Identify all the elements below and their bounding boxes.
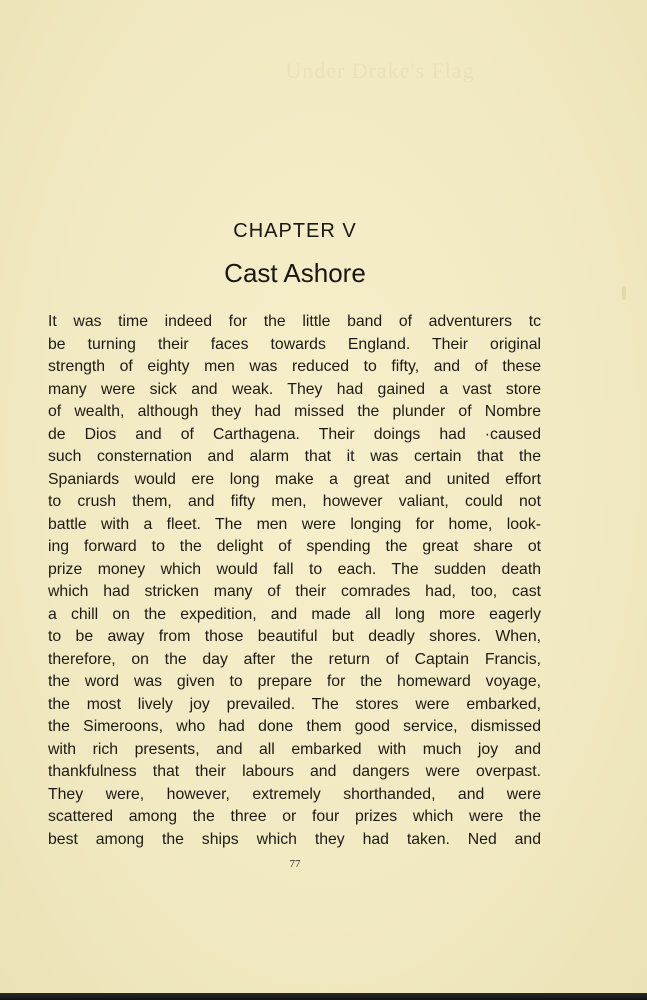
text-line: They were, however, extremely shorthanded, and were [48, 785, 541, 803]
text-line: to be away from those beautiful but deadly shores. When, [48, 628, 541, 645]
text-line: with rich presents, and all embarked with much joy and [48, 740, 541, 758]
text-line: scattered among the three or four prizes which were the [48, 808, 541, 825]
text-line: It was time indeed for the little band of adventurers tc [48, 313, 541, 330]
chapter-title: Cast Ashore [224, 258, 366, 288]
text-line: a chill on the expedition, and made all long more eagerly [48, 605, 541, 623]
text-line: de Dios and of Carthagena. Their doings had ·caused [48, 425, 541, 443]
text-line: prize money which would fall to each. The sudden death [48, 560, 541, 578]
scan-mark [622, 286, 626, 300]
scan-bottom-edge [0, 993, 647, 1000]
text-line: to crush them, and fifty men, however valiant, could not [48, 493, 541, 510]
text-line: the Simeroons, who had done them good service, dismissed [48, 718, 541, 735]
text-line: be turning their faces towards England. Their original [48, 335, 541, 353]
text-line: therefore, on the day after the return of Captain Francis, [48, 650, 541, 668]
chapter-number-heading: CHAPTER V [233, 220, 357, 242]
running-head-bleedthrough: Under Drake's Flag [285, 58, 475, 83]
text-line: battle with a fleet. The men were longing for home, look- [48, 515, 541, 533]
page-number: 77 [289, 858, 301, 870]
text-line: Spaniards would ere long make a great and united effort [48, 470, 541, 488]
body-paragraph [48, 311, 541, 851]
text-line: best among the ships which they had taken. Ned and [48, 830, 541, 848]
text-line: which had stricken many of their comrades had, too, cast [48, 583, 541, 600]
text-line: of wealth, although they had missed the plunder of Nombre [48, 403, 541, 420]
text-line: the word was given to prepare for the homeward voyage, [48, 673, 541, 690]
text-line: the most lively joy prevailed. The stores were embarked, [48, 695, 541, 713]
text-line: many were sick and weak. They had gained a vast store [48, 380, 541, 398]
text-line: such consternation and alarm that it was certain that the [48, 448, 541, 465]
text-line: thankfulness that their labours and dangers were overpast. [48, 763, 541, 780]
text-line: strength of eighty men was reduced to fifty, and of these [48, 358, 541, 375]
text-line: ing forward to the delight of spending the great share ot [48, 538, 541, 555]
